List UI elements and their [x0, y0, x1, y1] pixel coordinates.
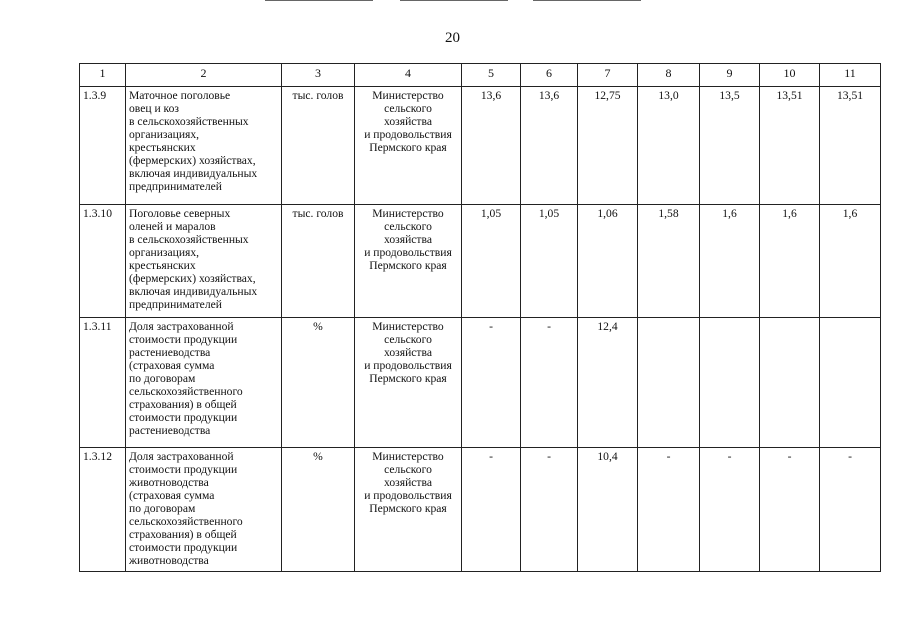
table-row [80, 448, 881, 572]
value-cell [820, 318, 881, 448]
responsible-org: Министерство сельского хозяйства и продовольствия Пермского края [355, 205, 462, 318]
value-cell: 13,6 [521, 87, 578, 205]
value-cell [700, 318, 760, 448]
value-cell: 12,75 [578, 87, 638, 205]
unit-cell: тыс. голов [282, 205, 355, 318]
value-cell: - [462, 448, 521, 572]
row-number: 1.3.9 [80, 87, 126, 205]
indicator-name: Маточное поголовье овец и коз в сельскохозяйственных организациях, крестьянских (фермерских) хозяйствах, включая индивидуальных предпринимателей [126, 87, 282, 205]
header-cell: 7 [578, 64, 638, 87]
value-cell: 13,5 [700, 87, 760, 205]
indicator-name: Поголовье северных оленей и маралов в сельскохозяйственных организациях, крестьянских (фермерских) хозяйствах, включая индивидуальных предпринимателей [126, 205, 282, 318]
responsible-org: Министерство сельского хозяйства и продовольствия Пермского края [355, 318, 462, 448]
top-rule-middle [400, 0, 508, 1]
header-cell: 5 [462, 64, 521, 87]
value-cell [638, 318, 700, 448]
header-cell: 9 [700, 64, 760, 87]
responsible-org: Министерство сельского хозяйства и продовольствия Пермского края [355, 448, 462, 572]
value-cell: 13,51 [760, 87, 820, 205]
value-cell: 1,58 [638, 205, 700, 318]
header-cell: 2 [126, 64, 282, 87]
top-rule-right [533, 0, 641, 1]
unit-cell: тыс. голов [282, 87, 355, 205]
value-cell: 13,51 [820, 87, 881, 205]
value-cell: 13,6 [462, 87, 521, 205]
table-row [80, 318, 881, 448]
value-cell: - [462, 318, 521, 448]
header-cell: 4 [355, 64, 462, 87]
table-row [80, 87, 881, 205]
value-cell: 1,6 [700, 205, 760, 318]
value-cell: 10,4 [578, 448, 638, 572]
indicators-table [79, 63, 881, 572]
header-cell: 3 [282, 64, 355, 87]
value-cell: - [638, 448, 700, 572]
header-cell: 11 [820, 64, 881, 87]
value-cell: - [700, 448, 760, 572]
value-cell: - [521, 318, 578, 448]
value-cell: 1,05 [521, 205, 578, 318]
responsible-org: Министерство сельского хозяйства и продовольствия Пермского края [355, 87, 462, 205]
indicator-name: Доля застрахованной стоимости продукции растениеводства (страховая сумма по договорам сельскохозяйственного страхования) в общей стоимости продукции растениеводства [126, 318, 282, 448]
header-cell: 10 [760, 64, 820, 87]
value-cell: 12,4 [578, 318, 638, 448]
row-number: 1.3.11 [80, 318, 126, 448]
unit-cell: % [282, 448, 355, 572]
value-cell: - [820, 448, 881, 572]
value-cell [760, 318, 820, 448]
value-cell: - [521, 448, 578, 572]
value-cell: - [760, 448, 820, 572]
indicator-name: Доля застрахованной стоимости продукции животноводства (страховая сумма по договорам сельскохозяйственного страхования) в общей стоимости продукции животноводства [126, 448, 282, 572]
header-cell: 8 [638, 64, 700, 87]
table-row [80, 205, 881, 318]
row-number: 1.3.10 [80, 205, 126, 318]
value-cell: 1,05 [462, 205, 521, 318]
header-row [80, 64, 881, 87]
value-cell: 1,6 [820, 205, 881, 318]
header-cell: 6 [521, 64, 578, 87]
row-number: 1.3.12 [80, 448, 126, 572]
unit-cell: % [282, 318, 355, 448]
value-cell: 1,6 [760, 205, 820, 318]
top-rule-left [265, 0, 373, 1]
header-cell: 1 [80, 64, 126, 87]
page-number: 20 [445, 30, 460, 46]
value-cell: 1,06 [578, 205, 638, 318]
value-cell: 13,0 [638, 87, 700, 205]
